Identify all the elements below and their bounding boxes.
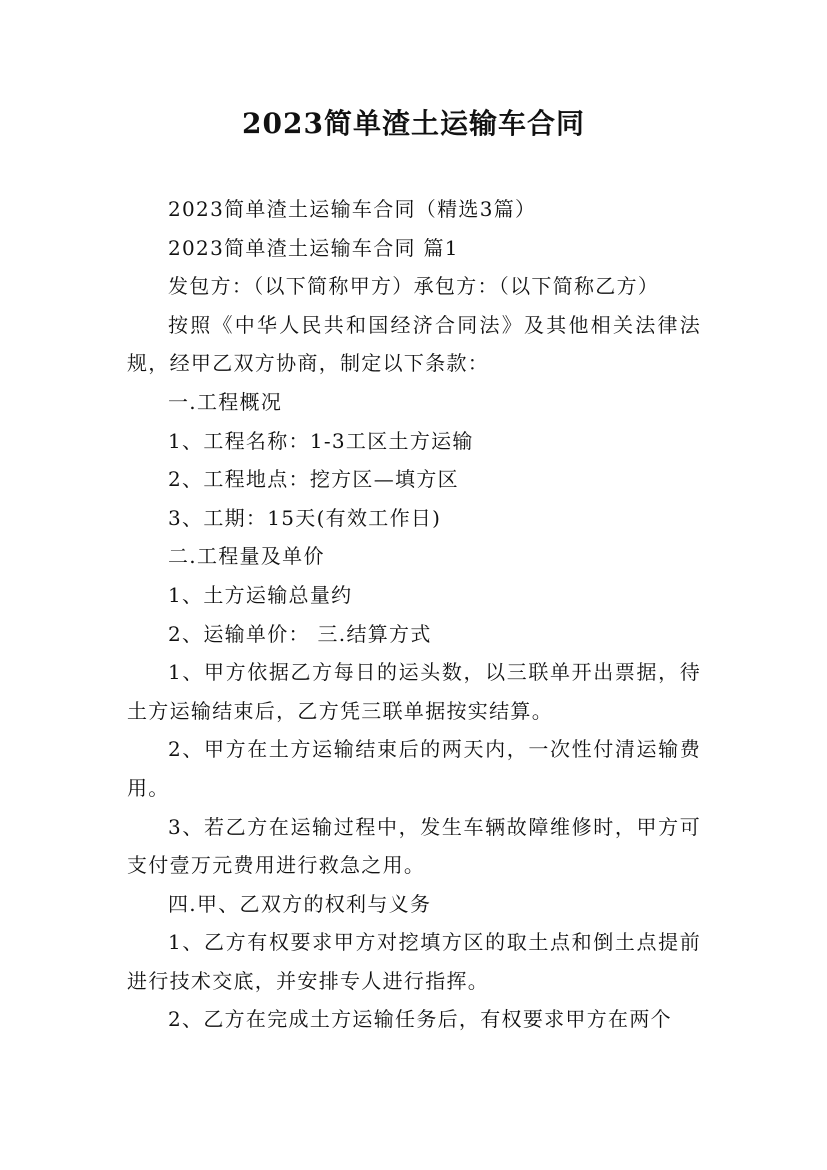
paragraph: 2、运输单价： 三.结算方式 — [168, 621, 432, 646]
paragraph: 1、工程名称：1-3工区土方运输 — [168, 428, 474, 453]
paragraph: 发包方：（以下简称甲方）承包方：（以下简称乙方） — [168, 274, 660, 299]
paragraph: 3、若乙方在运输过程中，发生车辆故障维修时，甲方可支付壹万元费用进行救急之用。 — [127, 814, 701, 878]
paragraph: 1、土方运输总量约 — [168, 582, 353, 607]
paragraph: 按照《中华人民共和国经济合同法》及其他相关法律法规，经甲乙双方协商，制定以下条款： — [127, 312, 701, 376]
document-body — [127, 190, 701, 1039]
paragraph: 2023简单渣土运输车合同（精选3篇） — [168, 197, 537, 221]
paragraph: 2、乙方在完成土方运输任务后，有权要求甲方在两个 — [168, 1007, 672, 1032]
paragraph: 2023简单渣土运输车合同 篇1 — [168, 235, 459, 260]
section-heading: 一.工程概况 — [168, 389, 283, 414]
document-title: 2023简单渣土运输车合同 — [242, 107, 585, 140]
paragraph: 1、甲方依据乙方每日的运头数，以三联单开出票据，待土方运输结束后，乙方凭三联单据按实结算。 — [127, 660, 701, 723]
paragraph: 1、乙方有权要求甲方对挖填方区的取土点和倒土点提前进行技术交底，并安排专人进行指挥。 — [127, 930, 701, 993]
paragraph: 2、工程地点：挖方区—填方区 — [168, 467, 459, 492]
section-heading: 二.工程量及单价 — [168, 544, 325, 569]
paragraph: 2、甲方在土方运输结束后的两天内，一次性付清运输费用。 — [127, 737, 701, 800]
section-heading: 四.甲、乙双方的权利与义务 — [168, 891, 432, 916]
paragraph: 3、工期：15天(有效工作日) — [168, 505, 442, 530]
